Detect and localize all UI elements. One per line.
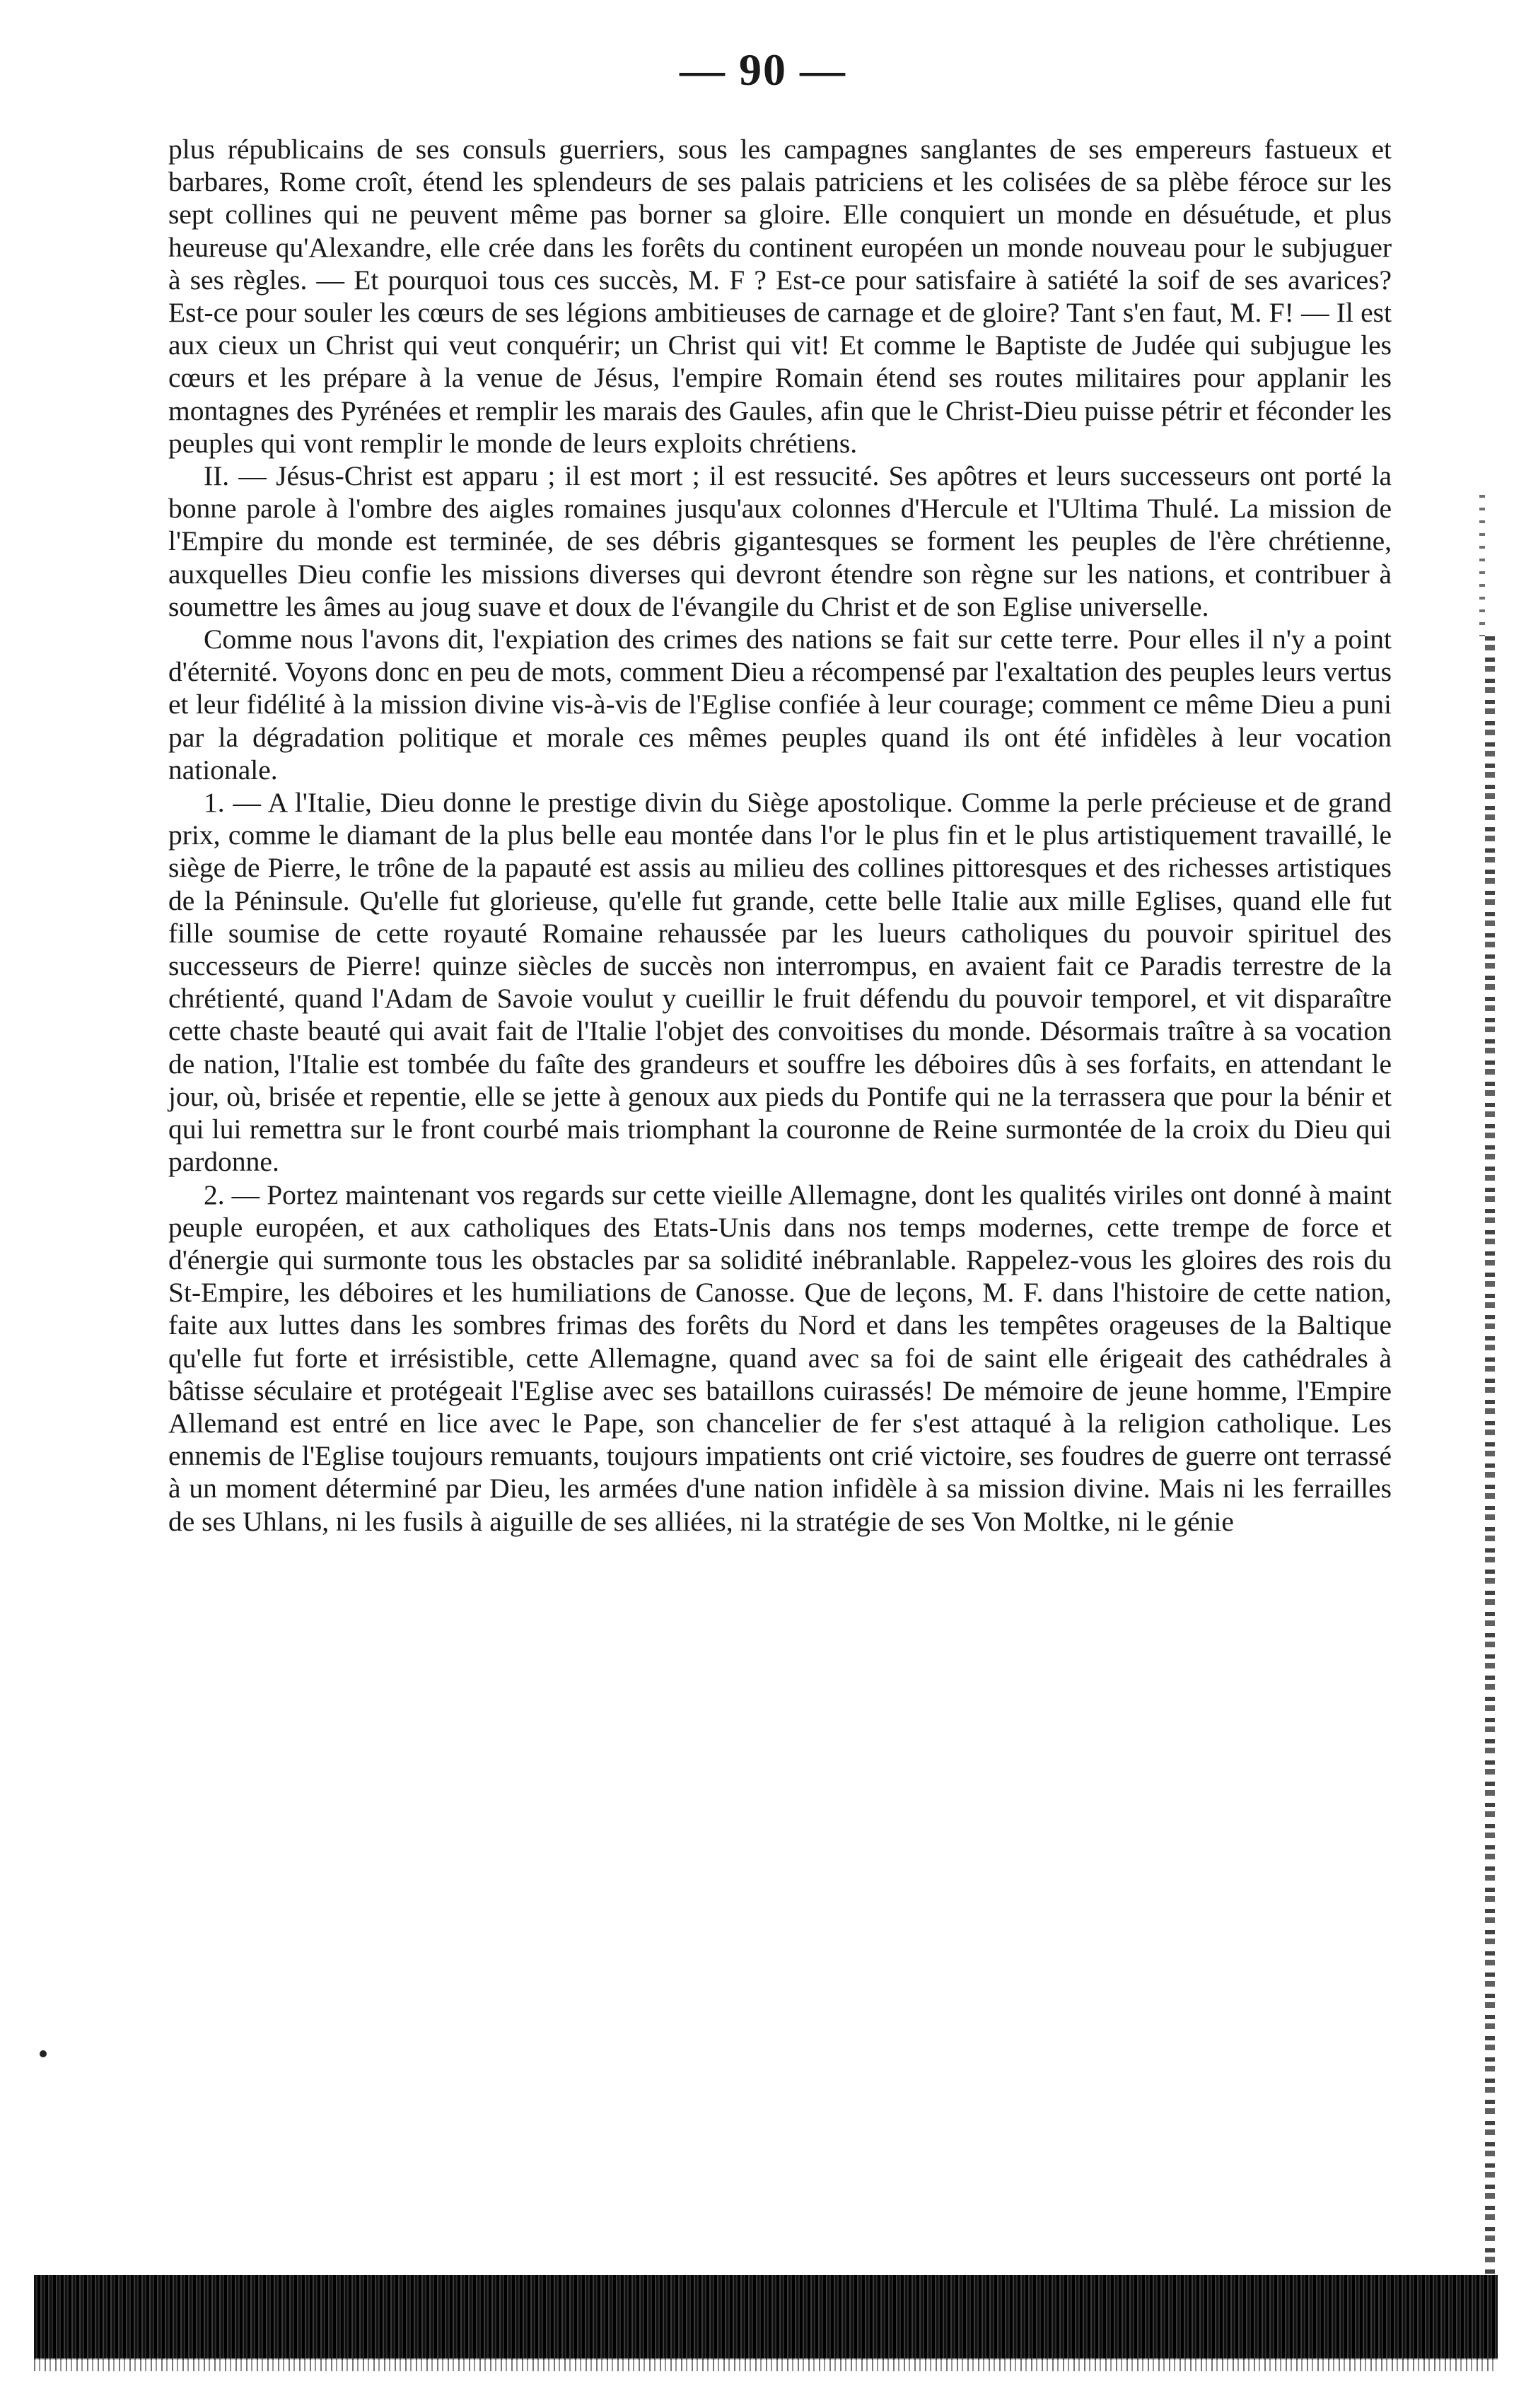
scan-edge-artifact-right	[1485, 636, 1495, 2347]
paragraph-ii-jesus-christ: II. — Jésus-Christ est apparu ; il est mort ; il est ressucité. Ses apôtres et leurs successeurs ont porté la bonne parole à l'ombre des aigles romaines jusqu'aux colonnes d'Hercule et l'Ultima Thulé. La mission de l'Empire du monde est terminée, de ses débris gigantesques se forment les peuples de l'ère chrétienne, auxquelles Dieu confie les missions diverses qui devront étendre son règne sur les nations, et contribuer à soumettre les âmes au joug suave et doux de l'évangile du Christ et de son Eglise universelle.	[168, 460, 1392, 622]
paragraph-expiation: Comme nous l'avons dit, l'expiation des crimes des nations se fait sur cette terre. Pour elles il n'y a point d'éternité. Voyons donc en peu de mots, comment Dieu a récompensé par l'exaltation des peuples leurs vertus et leur fidélité à la mission divine vis-à-vis de l'Eglise confiée à leur courage; comment ce même Dieu a puni par la dégradation politique et morale ces mêmes peuples quand ils ont été infidèles à leur vocation nationale.	[168, 624, 1392, 785]
page-number: — 90 —	[680, 45, 846, 95]
paragraph-rome: plus républicains de ses consuls guerriers, sous les campagnes sanglantes de ses empereurs fastueux et barbares, Rome croît, étend les splendeurs de ses palais patriciens et les colisées de sa plèbe féroce sur les sept collines qui ne peuvent même pas borner sa gloire. Elle conquiert un monde en désuétude, et plus heureuse qu'Alexandre, elle crée dans les forêts du continent européen un monde nouveau pour le subjuguer à ses règles. — Et pourquoi tous ces succès, M. F ? Est-ce pour satisfaire à satiété la soif de ses avarices? Est-ce pour souler les cœurs de ses légions ambitieuses de carnage et de gloire? Tant s'en faut, M. F! — Il est aux cieux un Christ qui veut conquérir; un Christ qui vit! Et comme le Baptiste de Judée qui subjugue les cœurs et les prépare à la venue de Jésus, l'empire Romain étend ses routes militaires pour applanir les montagnes des Pyrénées et remplir les marais des Gaules, afin que le Christ-Dieu puisse pétrir et féconder les peuples qui vont remplir le monde de leurs exploits chrétiens.	[168, 134, 1392, 459]
scan-speck	[40, 2050, 47, 2057]
scan-bottom-border	[34, 2275, 1498, 2360]
scan-bottom-fringe	[34, 2359, 1498, 2371]
scan-edge-artifact-top	[1479, 495, 1485, 636]
paragraph-1-italie: 1. — A l'Italie, Dieu donne le prestige divin du Siège apostolique. Comme la perle précieuse et de grand prix, comme le diamant de la plus belle eau montée dans l'or le plus fin et le plus artistiquement travaillé, le siège de Pierre, le trône de la papauté est assis au milieu des collines pittoresques et des richesses artistiques de la Péninsule. Qu'elle fut glorieuse, qu'elle fut grande, cette belle Italie aux mille Eglises, quand elle fut fille soumise de cette royauté Romaine rehaussée par les lueurs catholiques du pouvoir spirituel des successeurs de Pierre! quinze siècles de succès non interrompus, en avaient fait ce Paradis terrestre de la chrétienté, quand l'Adam de Savoie voulut y cueillir le fruit défendu du pouvoir temporel, et vit disparaître cette chaste beauté qui avait fait de l'Italie l'objet des convoitises du monde. Désormais traître à sa vocation de nation, l'Italie est tombée du faîte des grandeurs et souffre les déboires dûs à ses forfaits, en attendant le jour, où, brisée et repentie, elle se jette à genoux aux pieds du Pontife qui ne la terrassera que pour la bénir et qui lui remettra sur le front courbé mais triomphant la couronne de Reine surmontée de la croix du Dieu qui pardonne.	[168, 787, 1392, 1178]
body-text	[168, 133, 1392, 1538]
paragraph-2-allemagne: 2. — Portez maintenant vos regards sur cette vieille Allemagne, dont les qualités viriles ont donné à maint peuple européen, et aux catholiques des Etats-Unis dans nos temps modernes, cette trempe de force et d'énergie qui surmonte tous les obstacles par sa solidité inébranlable. Rappelez-vous les gloires des rois du St-Empire, les déboires et les humiliations de Canosse. Que de leçons, M. F. dans l'histoire de cette nation, faite aux luttes dans les sombres frimas des forêts du Nord et dans les tempêtes orageuses de la Baltique qu'elle fut forte et irrésistible, cette Allemagne, quand avec sa foi de saint elle érigeait des cathédrales à bâtisse séculaire et protégeait l'Eglise avec ses bataillons cuirassés! De mémoire de jeune homme, l'Empire Allemand est entré en lice avec le Pape, son chancelier de fer s'est attaqué à la religion catholique. Les ennemis de l'Eglise toujours remuants, toujours impatients ont crié victoire, ses foudres de guerre ont terrassé à un moment déterminé par Dieu, les armées d'une nation infidèle à sa mission divine. Mais ni les ferrailles de ses Uhlans, ni les fusils à aiguille de ses alliées, ni la stratégie de ses Von Moltke, ni le génie	[168, 1179, 1392, 1537]
